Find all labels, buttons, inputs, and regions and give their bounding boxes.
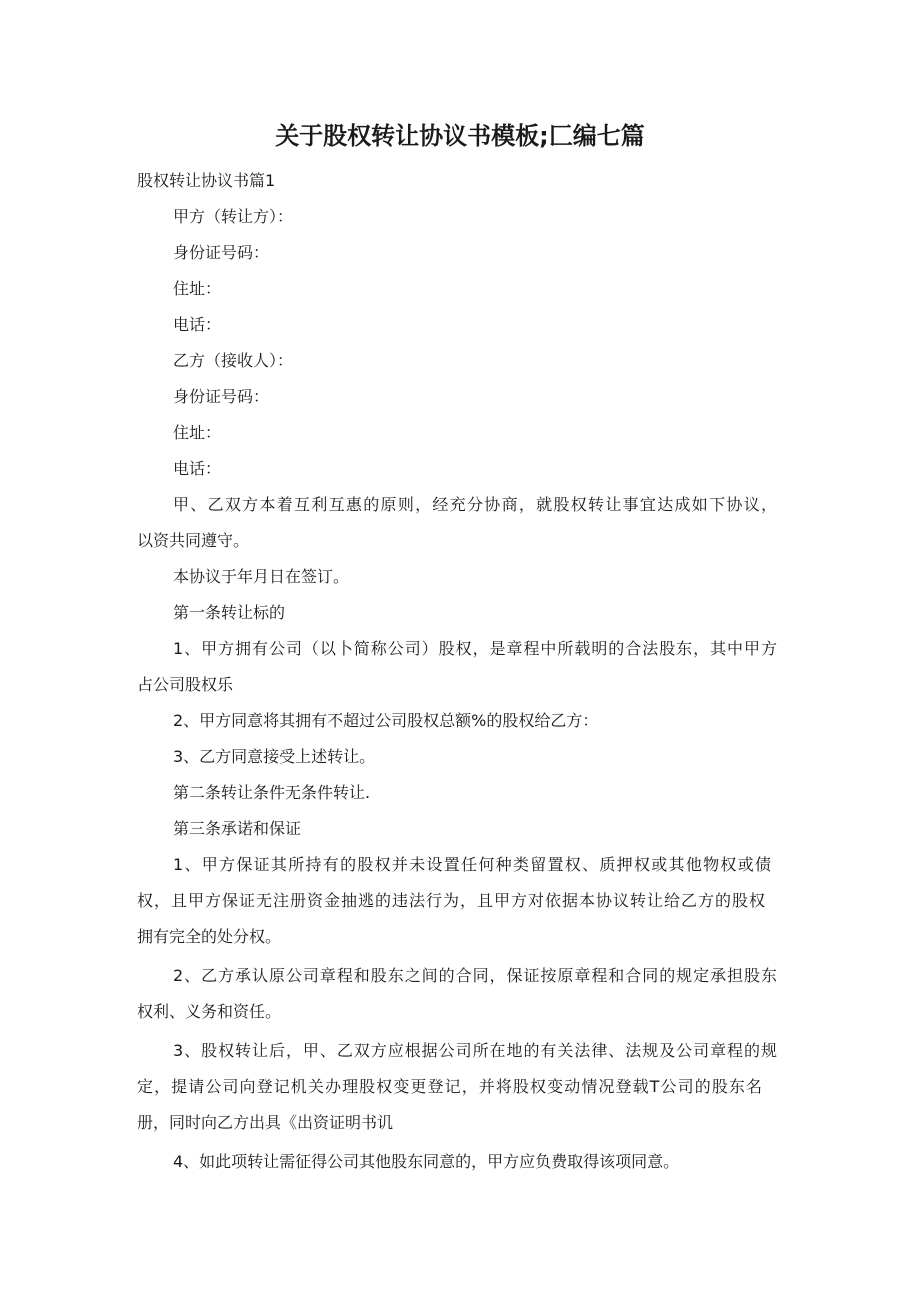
signing-clause: 本协议于年月日在签订。 [173,567,350,586]
article-3-item-2-line-1: 2、乙方承认原公司章程和股东之间的合同，保证按原章程和合同的规定承担股东 [173,966,777,985]
article-3-item-4: 4、如此项转让需征得公司其他股东同意的，甲方应负费取得该项同意。 [173,1152,680,1171]
party-b-label: 乙方（接收人）： [173,351,294,370]
section-heading: 股权转让协议书篇1 [137,171,276,190]
party-b-id-label: 身份证号码： [173,387,270,406]
party-a-address-label: 住址： [173,279,222,298]
intro-paragraph-line-1: 甲、乙双方本着互利互惠的原则，经充分协商，就股权转让事宜达成如下协议， [173,495,777,514]
document-title: 关于股权转让协议书模板;匚编七篇 [275,122,645,150]
article-3-heading: 第三条承诺和保证 [173,819,302,838]
article-1-item-1-line-2: 占公司股权乐 [137,675,234,694]
party-a-id-label: 身份证号码： [173,243,270,262]
article-3-item-1-line-1: 1、甲方保证其所持有的股权并未设置任何种类留置权、质押权或其他物权或债 [173,855,771,874]
party-a-phone-label: 电话： [173,315,222,334]
article-2: 第二条转让条件无条件转让. [173,783,371,802]
article-3-item-2-line-2: 权利、义务和资任。 [137,1002,282,1021]
article-3-item-1-line-2: 权，且甲方保证无注册资金抽逃的违法行为，且甲方对依据本协议转让给乙方的股权 [137,891,765,910]
party-a-label: 甲方（转让方）： [173,207,294,226]
intro-paragraph-line-2: 以资共同遵守。 [137,531,250,550]
article-1-heading: 第一条转让标的 [173,603,286,622]
article-3-item-3-line-2: 定，提请公司向登记机关办理股权变更登记，并将股权变动情况登载T公司的股东名 [137,1077,762,1096]
article-1-item-3: 3、乙方同意接受上述转让。 [173,747,376,766]
party-b-address-label: 住址： [173,423,222,442]
article-3-item-3-line-1: 3、股权转让后，甲、乙双方应根据公司所在地的有关法律、法规及公司章程的规 [173,1041,777,1060]
article-1-item-2: 2、甲方同意将其拥有不超过公司股权总额%的股权给乙方： [173,711,599,730]
article-3-item-3-line-3: 册，同时向乙方出具《出资证明书讥 [137,1113,394,1132]
article-3-item-1-line-3: 拥有完全的处分权。 [137,927,282,946]
party-b-phone-label: 电话： [173,459,222,478]
article-1-item-1-line-1: 1、甲方拥有公司（以卜简称公司）股权，是章程中所载明的合法股东，其中甲方 [173,639,777,658]
